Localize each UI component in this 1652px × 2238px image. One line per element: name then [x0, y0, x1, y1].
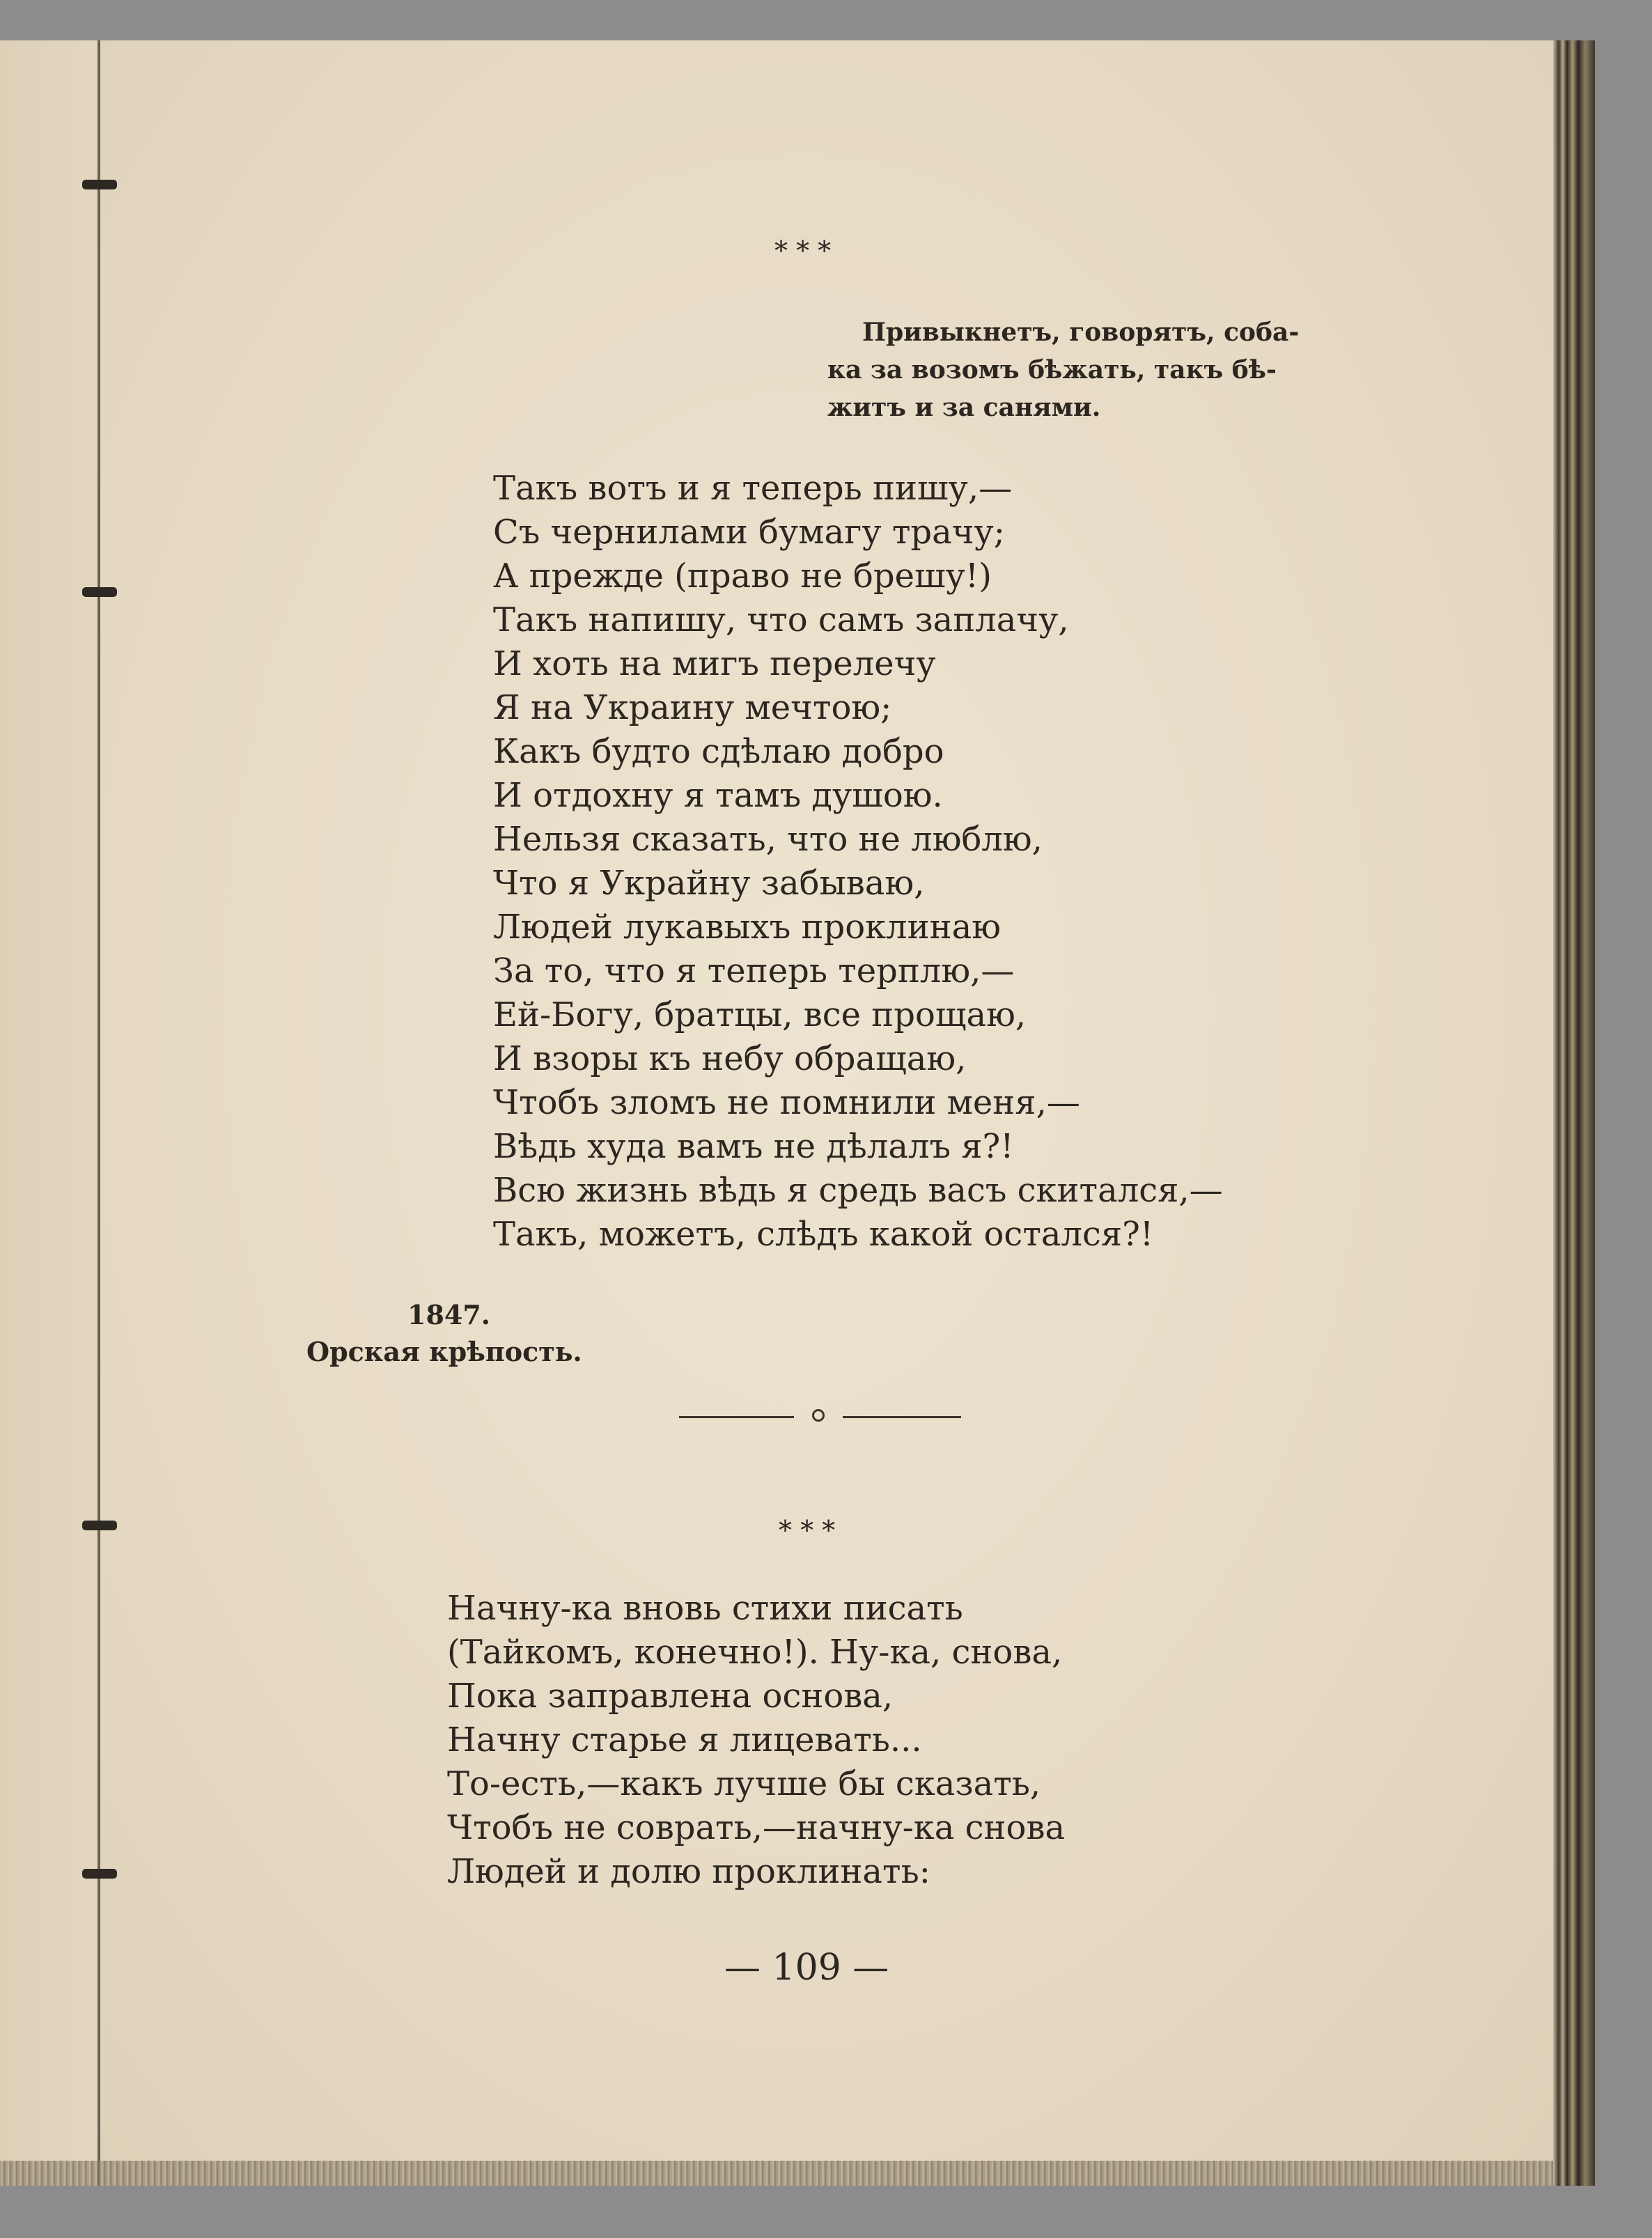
epigraph-line: Привыкнетъ, говорятъ, соба-: [862, 318, 1300, 347]
poem-line: Ей-Богу, братцы, все прощаю,: [493, 995, 1027, 1034]
poem-2-stanza: [447, 1587, 1065, 1894]
poem-line: (Тайкомъ, конечно!). Ну-ка, снова,: [447, 1633, 1063, 1672]
poem-date: 1847.: [407, 1299, 490, 1330]
divider-line-right: [843, 1416, 961, 1418]
poem-line: Такъ напишу, что самъ заплачу,: [493, 600, 1069, 639]
poem-line: И отдохну я тамъ душою.: [493, 776, 943, 815]
poem-line: Вѣдь худа вамъ не дѣлалъ я?!: [493, 1127, 1014, 1166]
poem-line: Чтобъ зломъ не помнили меня,—: [493, 1083, 1080, 1122]
poem-line: За то, что я теперь терплю,—: [493, 951, 1015, 990]
epigraph-line: ка за возомъ бѣжать, такъ бѣ-: [827, 355, 1277, 384]
poem-line: Какъ будто сдѣлаю добро: [493, 732, 944, 771]
page-edge-bottom: [0, 2161, 1553, 2186]
divider-line-left: [679, 1416, 794, 1418]
previous-page-edge: [0, 40, 100, 2186]
poem-line: И взоры къ небу обращаю,: [493, 1039, 967, 1078]
epigraph-line: житъ и за санями.: [827, 393, 1101, 422]
poem-line: Съ чернилами бумагу трачу;: [493, 513, 1005, 552]
epigraph: [827, 313, 1300, 426]
poem-line: То-есть,—какъ лучше бы сказать,: [447, 1764, 1041, 1803]
poem-line: Пока заправлена основа,: [447, 1677, 894, 1716]
asterism-top: * * *: [774, 235, 832, 266]
poem-line: Я на Украину мечтою;: [493, 688, 892, 727]
poem-line: Людей лукавыхъ проклинаю: [493, 908, 1001, 947]
poem-line: Чтобъ не соврать,—начну-ка снова: [447, 1808, 1066, 1847]
binding-stitch: [82, 1521, 117, 1530]
poem-line: Людей и долю проклинать:: [447, 1852, 930, 1891]
divider-circle: [812, 1409, 825, 1422]
poem-line: Нельзя сказать, что не люблю,: [493, 820, 1043, 859]
poem-line: Такъ вотъ и я теперь пишу,—: [493, 469, 1013, 508]
poem-line: А прежде (право не брешу!): [493, 557, 992, 596]
binding-stitch: [82, 180, 117, 189]
poem-line: Всю жизнь вѣдь я средь васъ скитался,—: [493, 1171, 1223, 1210]
poem-1-stanza: [493, 467, 1223, 1257]
page-edge-right: [1553, 40, 1595, 2186]
page-number: — 109 —: [724, 1947, 889, 1989]
poem-line: Начну старье я лицевать...: [447, 1720, 922, 1759]
asterism-bottom: * * *: [779, 1515, 836, 1546]
poem-place: Орская крѣпость.: [306, 1336, 582, 1367]
binding-stitch: [82, 587, 117, 597]
poem-line: Что я Украйну забываю,: [493, 864, 925, 903]
poem-line: И хоть на мигъ перелечу: [493, 644, 936, 683]
poem-line: Начну-ка вновь стихи писать: [447, 1589, 963, 1628]
poem-line: Такъ, можетъ, слѣдъ какой остался?!: [493, 1215, 1154, 1254]
binding-stitch: [82, 1869, 117, 1879]
